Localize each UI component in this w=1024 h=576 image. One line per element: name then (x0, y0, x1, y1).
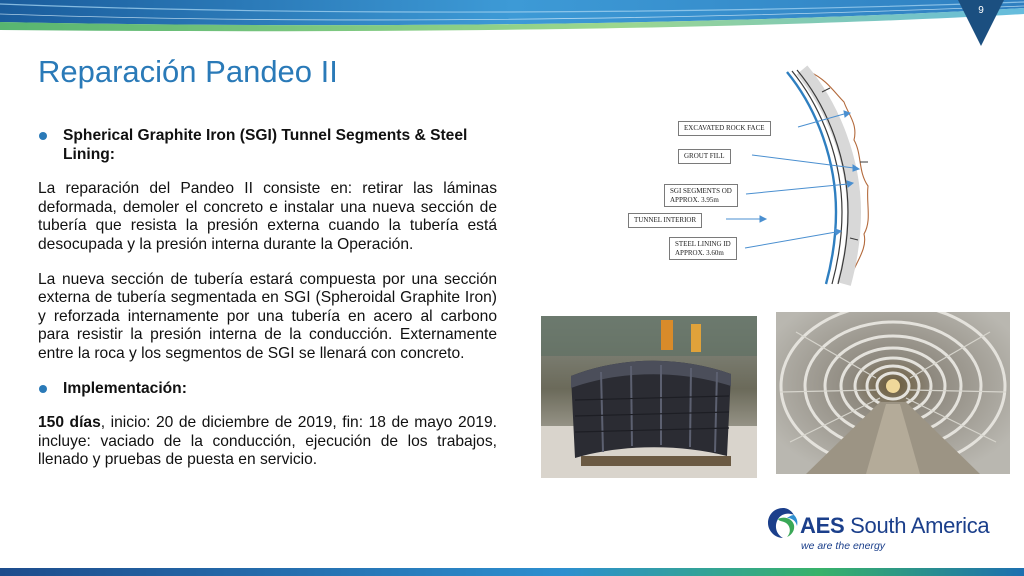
label-steel-lining (669, 237, 737, 260)
tunnel-interior-photo (776, 312, 1010, 474)
label-sgi-segments-line2: APPROX. 3.95m (670, 195, 719, 204)
label-sgi-segments (664, 184, 738, 207)
aes-tagline: we are the energy (801, 540, 886, 552)
bottom-color-band (0, 568, 1024, 576)
bullet-dot-icon (39, 132, 47, 140)
page-number: 9 (978, 5, 984, 16)
label-tunnel-interior: TUNNEL INTERIOR (628, 213, 702, 228)
aes-brand-region: South America (844, 513, 990, 538)
label-excavated-rock-face: EXCAVATED ROCK FACE (678, 121, 771, 136)
label-grout-fill: GROUT FILL (678, 149, 731, 164)
paragraph-schedule (38, 414, 497, 470)
bullet-sgi-text: Spherical Graphite Iron (SGI) Tunnel Segments & Steel Lining: (63, 127, 468, 163)
bullet-dot-icon (39, 385, 47, 393)
tunnel-section-diagram (622, 62, 904, 286)
text-content (38, 127, 497, 470)
aes-logo (766, 502, 1006, 556)
top-wave-band (0, 0, 1024, 34)
label-sgi-segments-line1: SGI SEGMENTS OD (670, 187, 732, 195)
schedule-details: , inicio: 20 de diciembre de 2019, fin: 18 de mayo 2019. incluye: vaciado de la conducción, ejecución de los trabajos, llenado y pruebas de puesta en servicio. (38, 414, 497, 469)
aes-swirl-icon (766, 506, 800, 540)
tunnel-section-drawing (622, 62, 904, 286)
paragraph-repair: La reparación del Pandeo II consiste en: retirar las láminas deformada, demoler el concreto e instalar una nueva sección de tubería que resista la presión externa cuando la tubería está desocupada y la presión interna durante la Operación. (38, 180, 497, 253)
aes-brand-name (800, 513, 989, 539)
aes-brand-bold: AES (800, 513, 845, 538)
bullet-sgi (38, 127, 497, 164)
schedule-duration: 150 días (38, 414, 101, 432)
bullet-implementation (38, 380, 497, 399)
sgi-segments-photo (541, 316, 757, 478)
paragraph-new-section: La nueva sección de tubería estará compuesta por una sección externa de tubería segmentada en SGI (Spheroidal Graphite Iron) y reforzada internamente por una tubería en acero al carbono para resistir la presión interna de la conducción. Externamente entre la roca y los segmentos de SGI se llenará con concreto. (38, 270, 497, 362)
bullet-implementation-text: Implementación: (63, 379, 187, 397)
label-steel-lining-line1: STEEL LINING ID (675, 240, 731, 248)
slide-title: Reparación Pandeo II (38, 54, 338, 89)
label-steel-lining-line2: APPROX. 3.60m (675, 248, 724, 257)
